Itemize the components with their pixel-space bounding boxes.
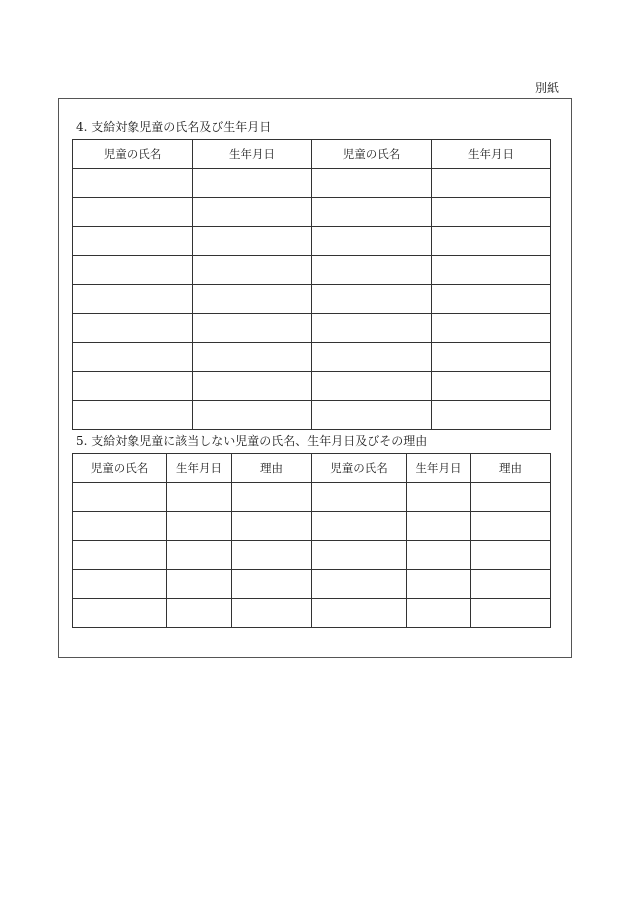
birth-date-cell[interactable] — [407, 570, 471, 599]
table-row — [73, 314, 551, 343]
birth-date-cell[interactable] — [193, 227, 312, 256]
section-5-title: 5. 支給対象児童に該当しない児童の氏名、生年月日及びその理由 — [76, 434, 428, 448]
child-name-cell[interactable] — [312, 169, 432, 198]
section-4-title: 4. 支給対象児童の氏名及び生年月日 — [76, 120, 272, 134]
column-header-reason: 理由 — [232, 454, 312, 483]
child-name-cell[interactable] — [312, 256, 432, 285]
reason-cell[interactable] — [471, 570, 551, 599]
table-header-row — [73, 454, 551, 483]
child-name-cell[interactable] — [312, 599, 407, 628]
birth-date-cell[interactable] — [167, 483, 232, 512]
reason-cell[interactable] — [232, 599, 312, 628]
birth-date-cell[interactable] — [432, 314, 551, 343]
reason-cell[interactable] — [471, 483, 551, 512]
birth-date-cell[interactable] — [193, 314, 312, 343]
birth-date-cell[interactable] — [193, 372, 312, 401]
birth-date-cell[interactable] — [193, 256, 312, 285]
reason-cell[interactable] — [471, 599, 551, 628]
column-header-child-name: 児童の氏名 — [73, 140, 193, 169]
birth-date-cell[interactable] — [407, 541, 471, 570]
column-header-child-name: 児童の氏名 — [312, 140, 432, 169]
reason-cell[interactable] — [232, 512, 312, 541]
reason-cell[interactable] — [471, 541, 551, 570]
column-header-child-name: 児童の氏名 — [312, 454, 407, 483]
child-name-cell[interactable] — [312, 285, 432, 314]
birth-date-cell[interactable] — [193, 343, 312, 372]
birth-date-cell[interactable] — [167, 599, 232, 628]
birth-date-cell[interactable] — [193, 285, 312, 314]
ineligible-children-table — [72, 453, 551, 628]
child-name-cell[interactable] — [73, 169, 193, 198]
column-header-child-name: 児童の氏名 — [73, 454, 167, 483]
ineligible-children-rows — [73, 483, 551, 628]
eligible-children-table — [72, 139, 551, 430]
birth-date-cell[interactable] — [432, 198, 551, 227]
reason-cell[interactable] — [471, 512, 551, 541]
child-name-cell[interactable] — [73, 570, 167, 599]
birth-date-cell[interactable] — [407, 512, 471, 541]
child-name-cell[interactable] — [312, 570, 407, 599]
birth-date-cell[interactable] — [407, 599, 471, 628]
child-name-cell[interactable] — [73, 512, 167, 541]
child-name-cell[interactable] — [312, 372, 432, 401]
child-name-cell[interactable] — [73, 285, 193, 314]
birth-date-cell[interactable] — [432, 401, 551, 430]
table-row — [73, 541, 551, 570]
child-name-cell[interactable] — [312, 343, 432, 372]
birth-date-cell[interactable] — [432, 285, 551, 314]
child-name-cell[interactable] — [73, 198, 193, 227]
reason-cell[interactable] — [232, 541, 312, 570]
birth-date-cell[interactable] — [193, 169, 312, 198]
table-header-row — [73, 140, 551, 169]
table-row — [73, 483, 551, 512]
child-name-cell[interactable] — [312, 227, 432, 256]
birth-date-cell[interactable] — [167, 541, 232, 570]
table-row — [73, 570, 551, 599]
birth-date-cell[interactable] — [432, 343, 551, 372]
table-row — [73, 343, 551, 372]
table-row — [73, 512, 551, 541]
child-name-cell[interactable] — [73, 541, 167, 570]
column-header-birth-date: 生年月日 — [193, 140, 312, 169]
child-name-cell[interactable] — [73, 401, 193, 430]
child-name-cell[interactable] — [73, 599, 167, 628]
column-header-birth-date: 生年月日 — [432, 140, 551, 169]
table-row — [73, 169, 551, 198]
table-row — [73, 372, 551, 401]
child-name-cell[interactable] — [312, 314, 432, 343]
column-header-birth-date: 生年月日 — [167, 454, 232, 483]
birth-date-cell[interactable] — [432, 372, 551, 401]
table-row — [73, 256, 551, 285]
child-name-cell[interactable] — [73, 372, 193, 401]
table-row — [73, 285, 551, 314]
child-name-cell[interactable] — [73, 314, 193, 343]
child-name-cell[interactable] — [73, 227, 193, 256]
reason-cell[interactable] — [232, 483, 312, 512]
child-name-cell[interactable] — [312, 512, 407, 541]
eligible-children-rows — [73, 169, 551, 430]
birth-date-cell[interactable] — [167, 570, 232, 599]
birth-date-cell[interactable] — [167, 512, 232, 541]
table-row — [73, 401, 551, 430]
child-name-cell[interactable] — [312, 483, 407, 512]
birth-date-cell[interactable] — [432, 256, 551, 285]
reason-cell[interactable] — [232, 570, 312, 599]
attachment-label: 別紙 — [535, 81, 560, 95]
birth-date-cell[interactable] — [193, 198, 312, 227]
table-row — [73, 227, 551, 256]
birth-date-cell[interactable] — [193, 401, 312, 430]
child-name-cell[interactable] — [73, 483, 167, 512]
child-name-cell[interactable] — [73, 256, 193, 285]
child-name-cell[interactable] — [312, 401, 432, 430]
birth-date-cell[interactable] — [432, 169, 551, 198]
table-row — [73, 599, 551, 628]
birth-date-cell[interactable] — [432, 227, 551, 256]
child-name-cell[interactable] — [73, 343, 193, 372]
column-header-reason: 理由 — [471, 454, 551, 483]
birth-date-cell[interactable] — [407, 483, 471, 512]
column-header-birth-date: 生年月日 — [407, 454, 471, 483]
table-row — [73, 198, 551, 227]
child-name-cell[interactable] — [312, 541, 407, 570]
child-name-cell[interactable] — [312, 198, 432, 227]
